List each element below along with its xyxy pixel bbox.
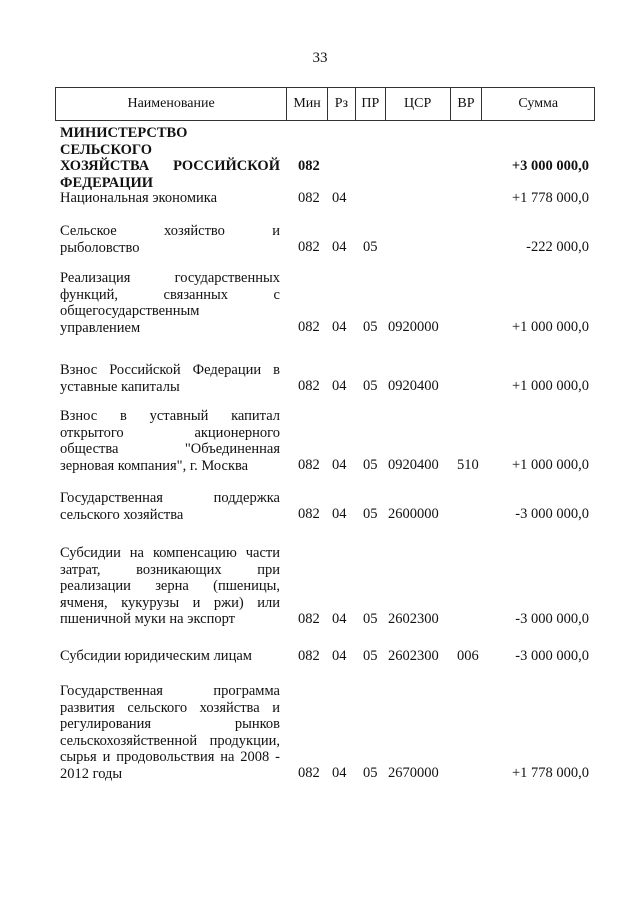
cell-pr: 05 (363, 506, 378, 522)
row-name-line: зерновая компания", г. Москва (60, 457, 249, 474)
cell-csr: 2670000 (388, 765, 439, 781)
row-name-line: реализации зерна (пшеницы, (60, 578, 280, 594)
cell-csr: 2600000 (388, 506, 439, 522)
cell-sum: +1 000 000,0 (511, 457, 589, 473)
table-row (60, 362, 595, 395)
cell-rz: 04 (332, 239, 347, 255)
cell-sum: +3 000 000,0 (511, 157, 589, 174)
cell-csr: 0920000 (388, 319, 439, 335)
row-name-line: регулирования рынков (60, 716, 280, 732)
row-codes (60, 506, 595, 523)
row-codes (60, 239, 595, 256)
cell-pr: 05 (363, 765, 378, 781)
row-codes (60, 765, 595, 782)
row-codes (60, 319, 595, 336)
row-name-line: затрат, возникающих при (60, 561, 280, 578)
cell-min: 082 (298, 239, 320, 255)
header-pr: ПР (355, 88, 385, 120)
row-codes (60, 190, 595, 207)
row-name-line: Реализация государственных (60, 270, 280, 286)
table-row (60, 125, 595, 191)
table-row (60, 223, 595, 256)
header-rz: Рз (327, 88, 355, 120)
row-name-line: ХОЗЯЙСТВА РОССИЙСКОЙ (60, 158, 280, 174)
header-sum: Сумма (481, 88, 594, 120)
cell-vr: 510 (457, 457, 479, 473)
cell-rz: 04 (332, 319, 347, 335)
row-name-line: Взнос Российской Федерации в (60, 362, 280, 378)
row-name-line: функций, связанных с (60, 286, 280, 303)
row-name-line: общества "Объединенная (60, 441, 280, 457)
row-name-line: Взнос в уставный капитал (60, 408, 280, 424)
cell-pr: 05 (363, 378, 378, 394)
cell-csr: 2602300 (388, 610, 439, 627)
row-name-line: Государственная поддержка (60, 490, 280, 506)
row-name-line: Государственная программа (60, 683, 280, 699)
row-name-line: Субсидии юридическим лицам (60, 648, 252, 664)
row-name-line: сельского хозяйства (60, 506, 184, 523)
row-codes (60, 648, 595, 665)
cell-sum: -3 000 000,0 (515, 647, 589, 664)
cell-rz: 04 (332, 610, 347, 627)
cell-csr: 0920400 (388, 378, 439, 394)
cell-sum: +1 778 000,0 (511, 189, 589, 206)
table-header (55, 87, 595, 121)
table-row (60, 545, 595, 628)
cell-pr: 05 (363, 319, 378, 335)
cell-pr: 05 (363, 610, 378, 627)
header-csr: ЦСР (385, 88, 450, 120)
cell-sum: +1 778 000,0 (511, 765, 589, 781)
cell-sum: +1 000 000,0 (511, 378, 589, 394)
cell-min: 082 (298, 457, 320, 473)
row-name-line: МИНИСТЕРСТВО СЕЛЬСКОГО (60, 125, 188, 158)
cell-csr: 0920400 (388, 457, 439, 473)
row-codes (60, 611, 595, 628)
cell-vr: 006 (457, 647, 479, 664)
cell-min: 082 (298, 157, 320, 174)
cell-rz: 04 (332, 457, 347, 473)
cell-min: 082 (298, 610, 320, 627)
cell-sum: -222 000,0 (526, 239, 589, 255)
cell-min: 082 (298, 378, 320, 394)
cell-rz: 04 (332, 378, 347, 394)
row-name-line: пшеничной муки на экспорт (60, 611, 235, 627)
cell-sum: -3 000 000,0 (515, 610, 589, 627)
row-name-line: Субсидии на компенсацию части (60, 545, 280, 561)
row-codes (60, 158, 595, 175)
cell-pr: 05 (363, 647, 378, 664)
row-name-line: открытого акционерного (60, 424, 280, 441)
row-codes (60, 457, 595, 474)
table-row (60, 270, 595, 336)
row-name-line: Сельское хозяйство и (60, 223, 280, 239)
cell-rz: 04 (332, 647, 347, 664)
cell-min: 082 (298, 319, 320, 335)
cell-pr: 05 (363, 239, 378, 255)
cell-min: 082 (298, 765, 320, 781)
row-name-line: сельскохозяйственной продукции, (60, 732, 280, 749)
table-row (60, 648, 595, 665)
row-name-line: управлением (60, 319, 141, 336)
cell-min: 082 (298, 647, 320, 664)
row-name-line: 2012 годы (60, 765, 123, 782)
table-row (60, 190, 595, 207)
cell-pr: 05 (363, 457, 378, 473)
cell-rz: 04 (332, 765, 347, 781)
row-name-line: ФЕДЕРАЦИИ (60, 174, 154, 191)
row-codes (60, 378, 595, 395)
row-name-line: Национальная экономика (60, 190, 218, 206)
cell-csr: 2602300 (388, 647, 439, 664)
table-row (60, 408, 595, 474)
row-name-line: уставные капиталы (60, 378, 180, 395)
cell-rz: 04 (332, 506, 347, 522)
cell-sum: -3 000 000,0 (515, 506, 589, 522)
row-name-line: сырья и продовольствия на 2008 - (60, 749, 280, 765)
table-row (60, 683, 595, 782)
row-name-line: рыболовство (60, 239, 140, 256)
page-number: 33 (312, 50, 328, 66)
cell-rz: 04 (332, 189, 347, 206)
table-row (60, 490, 595, 523)
row-name-line: общегосударственным (60, 303, 200, 319)
cell-sum: +1 000 000,0 (511, 319, 589, 335)
header-vr: ВР (450, 88, 482, 120)
row-name-line: развития сельского хозяйства и (60, 699, 280, 716)
cell-min: 082 (298, 189, 320, 206)
header-name: Наименование (127, 96, 215, 111)
row-name-line: ячменя, кукурузы и ржи) или (60, 594, 280, 611)
cell-min: 082 (298, 506, 320, 522)
header-min: Мин (286, 88, 327, 120)
